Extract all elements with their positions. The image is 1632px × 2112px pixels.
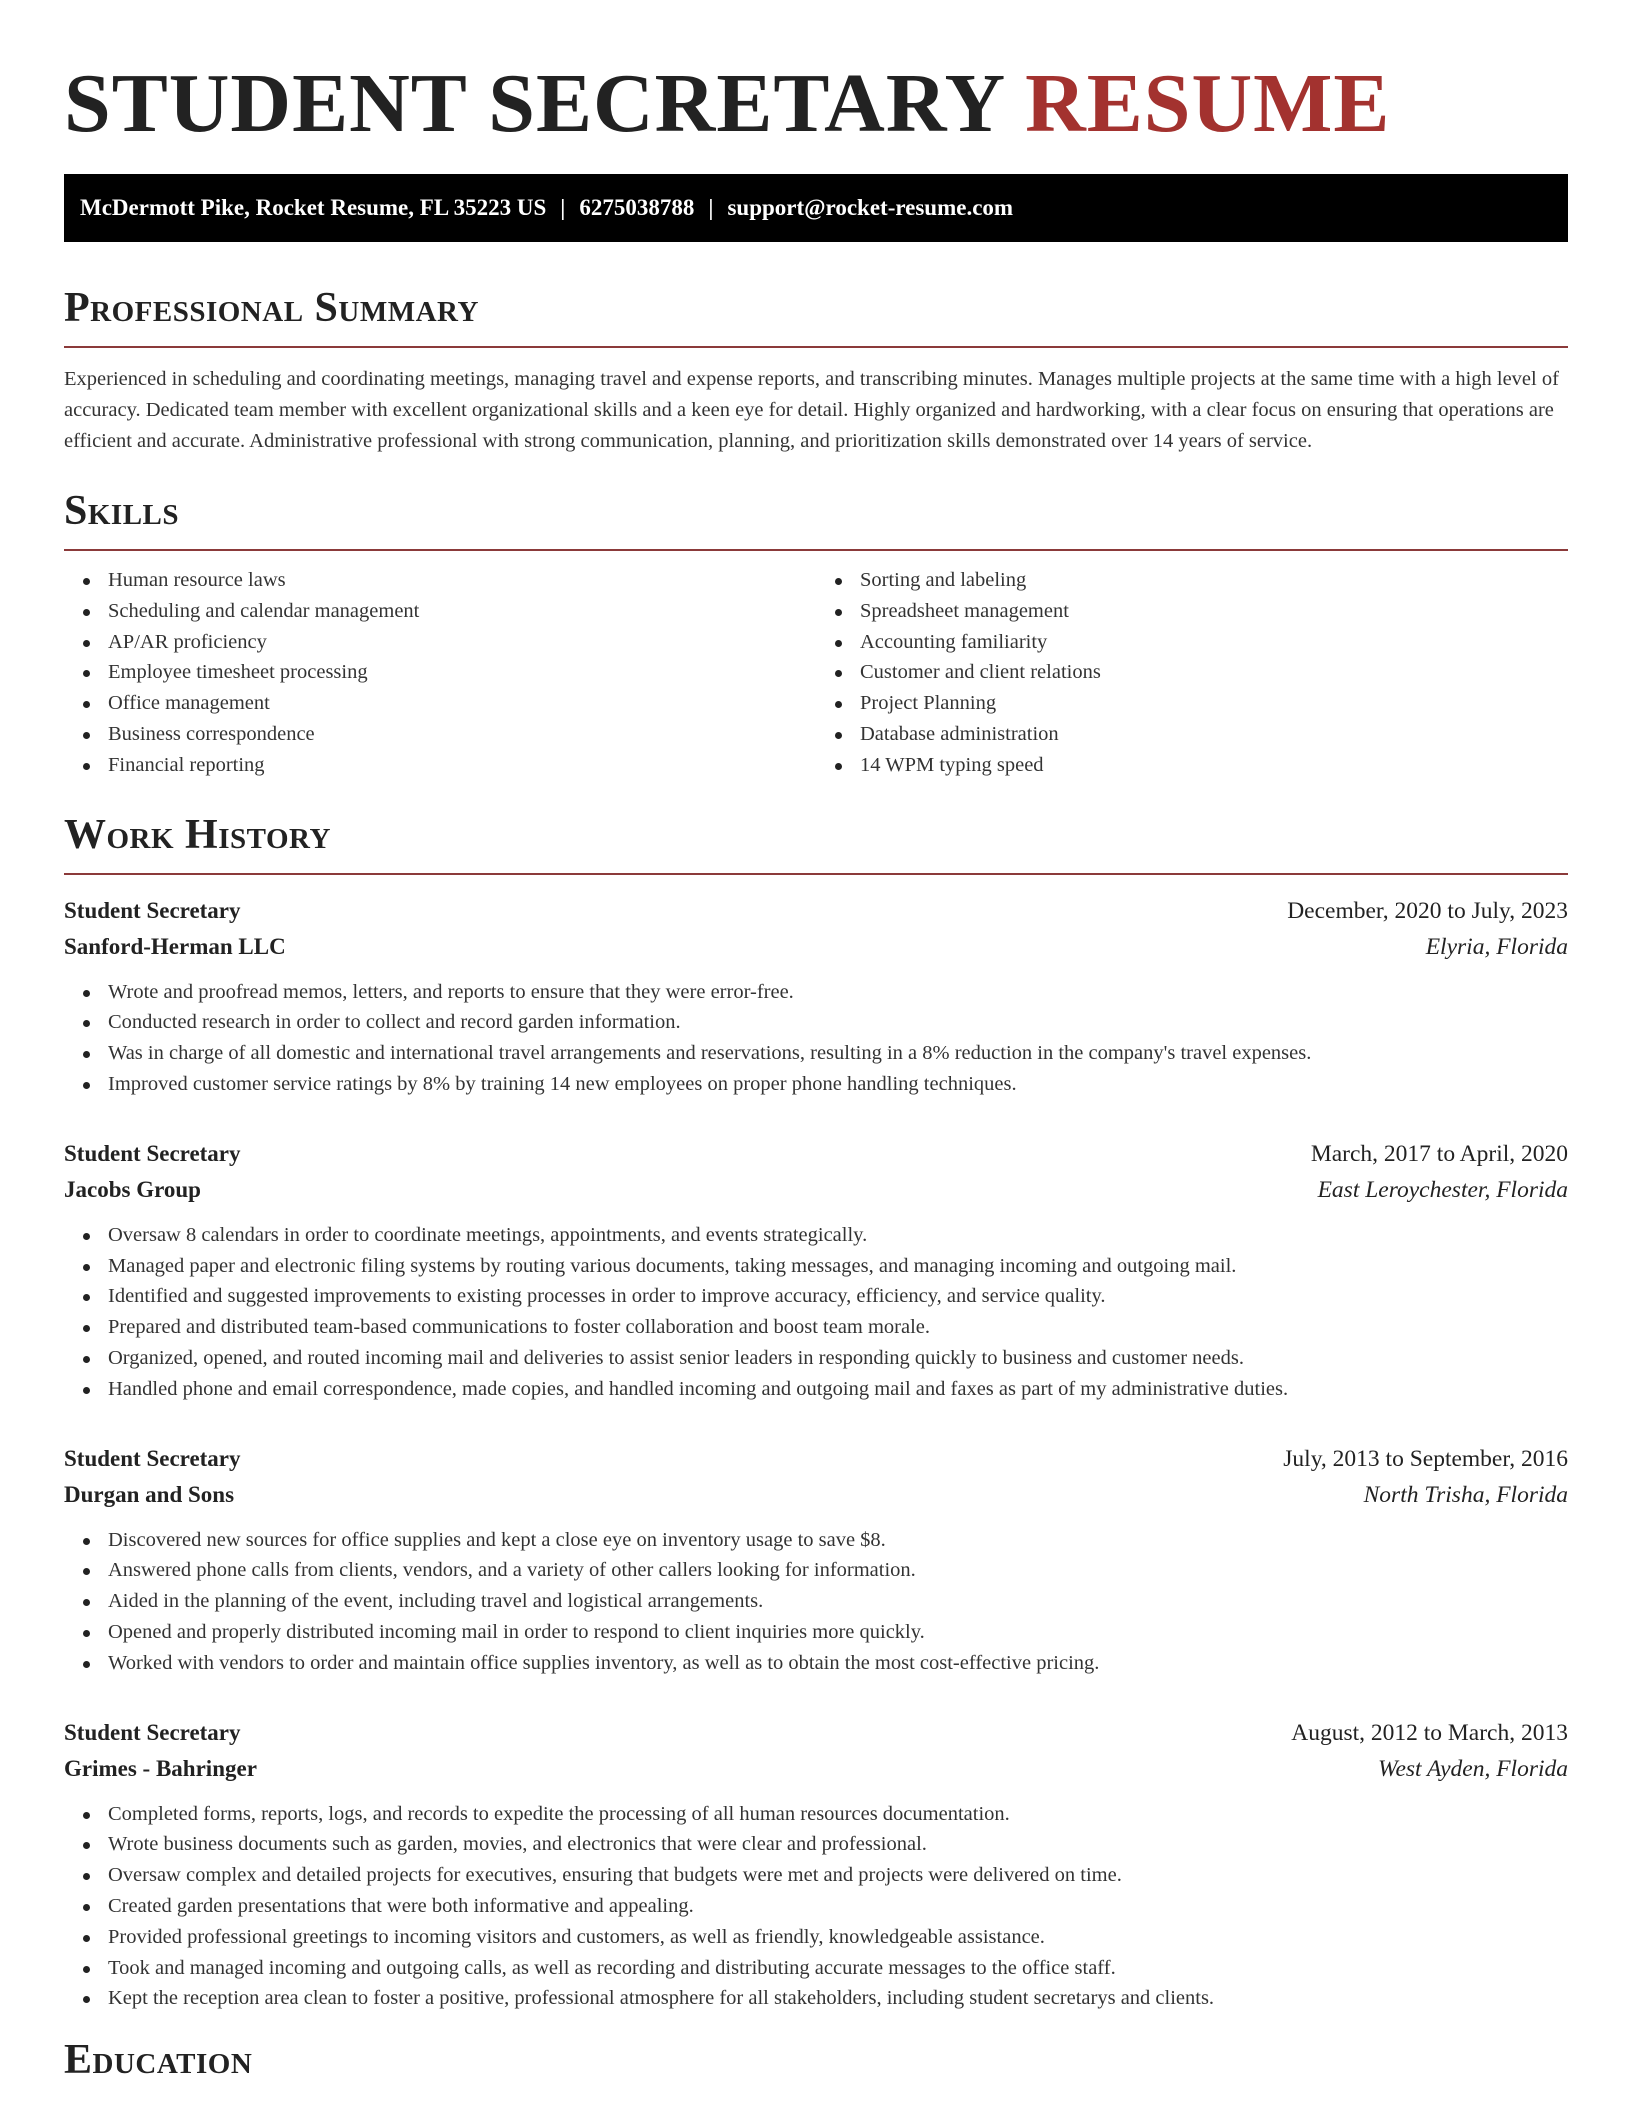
summary-text: Experienced in scheduling and coordinating meetings, managing travel and expense reports, and transcribing minutes. Manages multiple projects at the same time with a high level of accuracy. Dedicated team member with excellent organizational skills and a keen eye for detail. Highly organized and hardworking, with a clear focus on ensuring that operations are efficient and accurate. Administrative professional with strong communication, planning, and prioritization skills demonstrated over 14 years of service. bbox=[64, 368, 1559, 452]
skill-item: Spreadsheet management bbox=[860, 596, 1568, 627]
skill-item: Financial reporting bbox=[108, 750, 816, 781]
job-dates: December, 2020 to July, 2023 bbox=[1287, 897, 1568, 924]
job-bullet: Discovered new sources for office supplies and kept a close eye on inventory usage to save $8. bbox=[108, 1525, 1568, 1556]
job-company: Sanford-Herman LLC bbox=[64, 933, 286, 959]
job-header-row bbox=[64, 1715, 1568, 1751]
job-entry bbox=[64, 1715, 1568, 2015]
job-location: West Ayden, Florida bbox=[1378, 1755, 1568, 1782]
job-bullet: Completed forms, reports, logs, and records to expedite the processing of all human resources documentation. bbox=[108, 1799, 1568, 1830]
job-company: Grimes - Bahringer bbox=[64, 1755, 257, 1781]
title-accent: RESUME bbox=[1025, 57, 1391, 150]
education-section bbox=[64, 2036, 1568, 2084]
job-bullet: Wrote and proofread memos, letters, and reports to ensure that they were error-free. bbox=[108, 977, 1568, 1008]
job-bullet: Worked with vendors to order and maintain office supplies inventory, as well as to obtain the most cost-effective pricing. bbox=[108, 1648, 1568, 1679]
job-bullet: Wrote business documents such as garden, movies, and electronics that were clear and professional. bbox=[108, 1829, 1568, 1860]
summary-section bbox=[64, 284, 1568, 457]
job-company-row bbox=[64, 929, 1568, 965]
job-header-row bbox=[64, 1441, 1568, 1477]
skills-list-right bbox=[816, 565, 1568, 781]
resume-title bbox=[64, 0, 1568, 150]
job-title: Student Secretary bbox=[64, 897, 241, 923]
skills-section bbox=[64, 487, 1568, 781]
skill-item: Human resource laws bbox=[108, 565, 816, 596]
job-location: Elyria, Florida bbox=[1425, 933, 1568, 960]
skill-item: 14 WPM typing speed bbox=[860, 750, 1568, 781]
skill-item: Database administration bbox=[860, 719, 1568, 750]
skills-heading: Skills bbox=[64, 488, 180, 534]
job-header-row bbox=[64, 1136, 1568, 1172]
job-company: Jacobs Group bbox=[64, 1176, 201, 1202]
skill-item: Customer and client relations bbox=[860, 657, 1568, 688]
job-title: Student Secretary bbox=[64, 1140, 241, 1166]
job-entry bbox=[64, 1441, 1568, 1679]
job-entry bbox=[64, 893, 1568, 1100]
section-divider bbox=[64, 346, 1568, 348]
job-title: Student Secretary bbox=[64, 1445, 241, 1471]
job-location: North Trisha, Florida bbox=[1363, 1481, 1568, 1508]
job-bullet: Organized, opened, and routed incoming mail and deliveries to assist senior leaders in responding quickly to business and customer needs. bbox=[108, 1343, 1568, 1374]
job-bullet: Prepared and distributed team-based communications to foster collaboration and boost team morale. bbox=[108, 1312, 1568, 1343]
education-heading: Education bbox=[64, 2037, 253, 2084]
job-company: Durgan and Sons bbox=[64, 1481, 235, 1507]
section-divider bbox=[64, 549, 1568, 551]
job-bullet: Aided in the planning of the event, including travel and logistical arrangements. bbox=[108, 1586, 1568, 1617]
job-bullet: Was in charge of all domestic and international travel arrangements and reservations, resulting in a 8% reduction in the company's travel expenses. bbox=[108, 1038, 1568, 1069]
contact-email[interactable]: support@rocket-resume.com bbox=[727, 195, 1014, 220]
job-bullet: Created garden presentations that were both informative and appealing. bbox=[108, 1891, 1568, 1922]
job-bullet: Answered phone calls from clients, vendors, and a variety of other callers looking for information. bbox=[108, 1555, 1568, 1586]
job-bullet: Oversaw complex and detailed projects for executives, ensuring that budgets were met and projects were delivered on time. bbox=[108, 1860, 1568, 1891]
job-bullet: Provided professional greetings to incoming visitors and customers, as well as friendly, knowledgeable assistance. bbox=[108, 1922, 1568, 1953]
job-company-row bbox=[64, 1172, 1568, 1208]
job-dates: August, 2012 to March, 2013 bbox=[1291, 1719, 1568, 1746]
contact-separator: | bbox=[560, 195, 566, 220]
skill-item: Project Planning bbox=[860, 688, 1568, 719]
contact-separator: | bbox=[708, 195, 714, 220]
job-bullet: Conducted research in order to collect and record garden information. bbox=[108, 1007, 1568, 1038]
skill-item: Scheduling and calendar management bbox=[108, 596, 816, 627]
job-entry bbox=[64, 1136, 1568, 1405]
skills-list-left bbox=[64, 565, 816, 781]
skill-item: Business correspondence bbox=[108, 719, 816, 750]
job-dates: March, 2017 to April, 2020 bbox=[1310, 1140, 1568, 1167]
job-company-row bbox=[64, 1477, 1568, 1513]
skill-item: AP/AR proficiency bbox=[108, 627, 816, 658]
section-divider bbox=[64, 873, 1568, 875]
title-main: STUDENT SECRETARY bbox=[64, 57, 1004, 150]
skill-item: Office management bbox=[108, 688, 816, 719]
skills-grid bbox=[64, 565, 1568, 781]
job-bullets bbox=[64, 977, 1568, 1100]
job-bullets bbox=[64, 1525, 1568, 1679]
work-history-section bbox=[64, 811, 1568, 2015]
job-bullet: Opened and properly distributed incoming mail in order to respond to client inquiries more quickly. bbox=[108, 1617, 1568, 1648]
skill-item: Accounting familiarity bbox=[860, 627, 1568, 658]
job-bullet: Managed paper and electronic filing systems by routing various documents, taking messages, and managing incoming and outgoing mail. bbox=[108, 1251, 1568, 1282]
job-bullet: Handled phone and email correspondence, made copies, and handled incoming and outgoing mail and faxes as part of my administrative duties. bbox=[108, 1374, 1568, 1405]
job-bullets bbox=[64, 1220, 1568, 1405]
contact-phone: 6275038788 bbox=[579, 195, 695, 220]
job-bullet: Oversaw 8 calendars in order to coordinate meetings, appointments, and events strategically. bbox=[108, 1220, 1568, 1251]
job-bullet: Took and managed incoming and outgoing calls, as well as recording and distributing accurate messages to the office staff. bbox=[108, 1953, 1568, 1984]
work-history-heading: Work History bbox=[64, 811, 331, 858]
job-dates: July, 2013 to September, 2016 bbox=[1283, 1445, 1568, 1472]
job-bullet: Identified and suggested improvements to existing processes in order to improve accuracy, efficiency, and service quality. bbox=[108, 1281, 1568, 1312]
skill-item: Employee timesheet processing bbox=[108, 657, 816, 688]
job-title: Student Secretary bbox=[64, 1719, 241, 1745]
job-header-row bbox=[64, 893, 1568, 929]
job-location: East Leroychester, Florida bbox=[1317, 1176, 1568, 1203]
job-bullet: Improved customer service ratings by 8% by training 14 new employees on proper phone handling techniques. bbox=[108, 1069, 1568, 1100]
contact-address: McDermott Pike, Rocket Resume, FL 35223 US bbox=[80, 195, 547, 220]
job-bullet: Kept the reception area clean to foster a positive, professional atmosphere for all stakeholders, including student secretarys and clients. bbox=[108, 1983, 1568, 2014]
job-bullets bbox=[64, 1799, 1568, 2015]
job-company-row bbox=[64, 1751, 1568, 1787]
resume-page bbox=[64, 0, 1568, 2084]
skill-item: Sorting and labeling bbox=[860, 565, 1568, 596]
contact-bar bbox=[64, 174, 1568, 242]
summary-heading: Professional Summary bbox=[64, 285, 479, 331]
